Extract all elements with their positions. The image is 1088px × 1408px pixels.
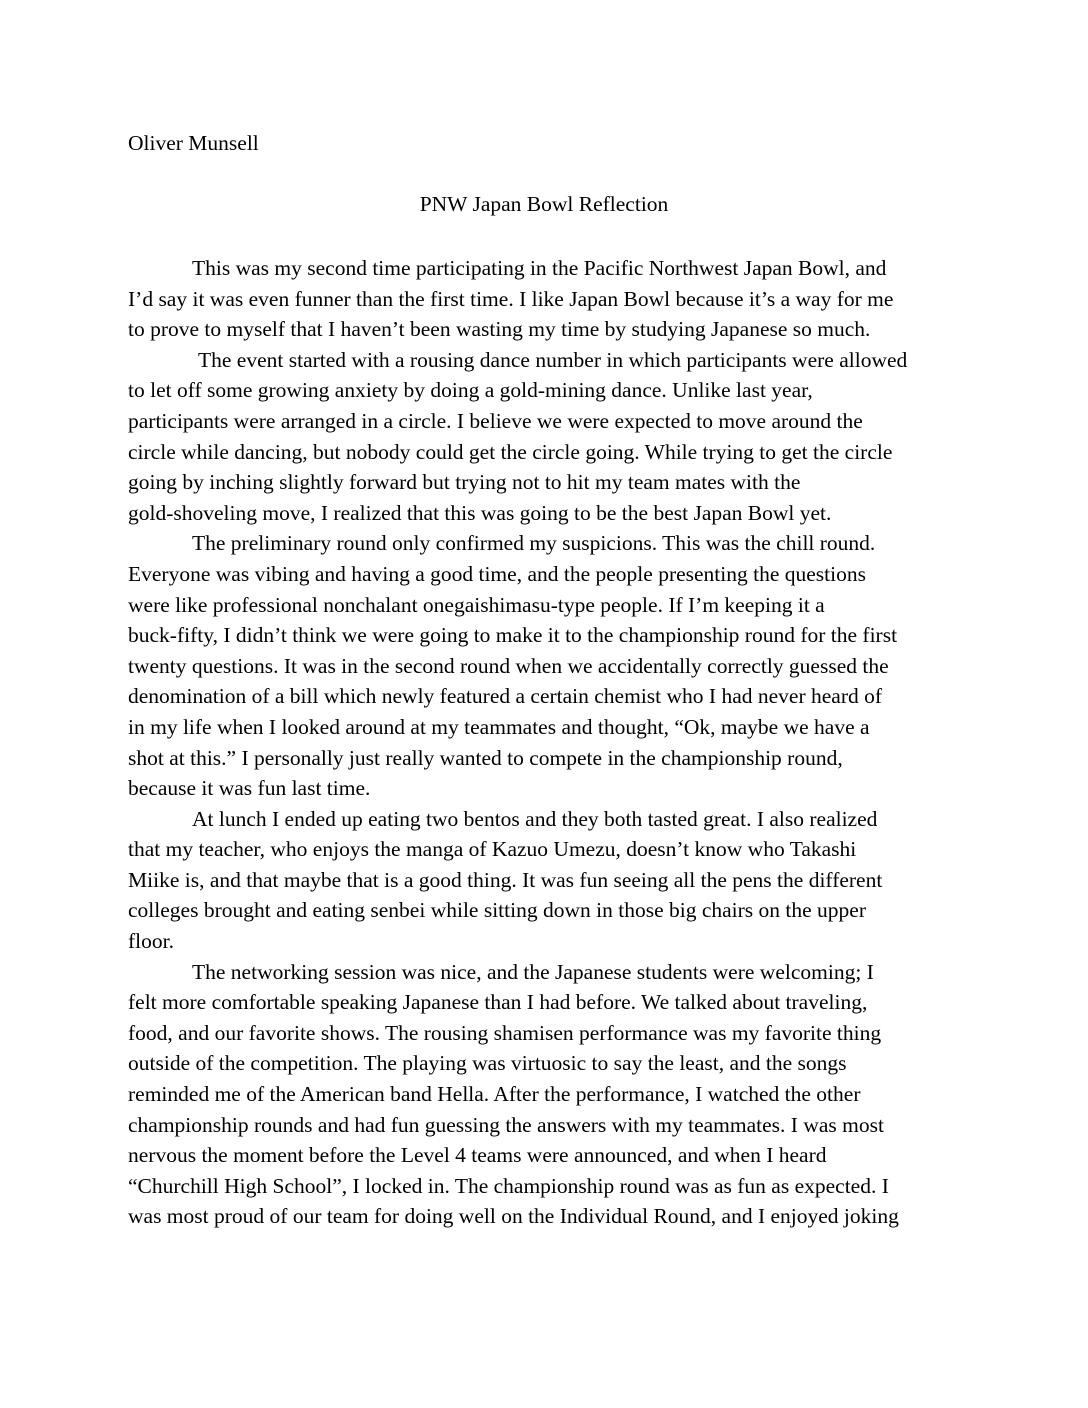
text-line: because it was fun last time. bbox=[128, 776, 371, 801]
text-line: “Churchill High School”, I locked in. The championship round was as fun as expected. I bbox=[128, 1173, 889, 1198]
text-line: reminded me of the American band Hella. After the performance, I watched the other bbox=[128, 1082, 861, 1107]
text-line: This was my second time participating in the Pacific Northwest Japan Bowl, and bbox=[192, 256, 887, 280]
text-line: gold-shoveling move, I realized that this was going to be the best Japan Bowl yet. bbox=[128, 500, 832, 525]
text-line: floor. bbox=[128, 929, 174, 954]
text-line: I’d say it was even funner than the first time. I like Japan Bowl because it’s a way for me bbox=[128, 286, 894, 311]
text-line: circle while dancing, but nobody could get the circle going. While trying to get the circle bbox=[128, 439, 893, 464]
text-line: food, and our favorite shows. The rousing shamisen performance was my favorite thing bbox=[128, 1020, 882, 1045]
text-line: colleges brought and eating senbei while sitting down in those big chairs on the upper bbox=[128, 898, 867, 923]
text-line: that my teacher, who enjoys the manga of Kazuo Umezu, doesn’t know who Takashi bbox=[128, 837, 857, 862]
text-line: twenty questions. It was in the second round when we accidentally correctly guessed the bbox=[128, 653, 889, 678]
text-line: to prove to myself that I haven’t been wasting my time by studying Japanese so much. bbox=[128, 317, 871, 342]
text-line: in my life when I looked around at my teammates and thought, “Ok, maybe we have a bbox=[128, 714, 870, 739]
text-line: The event started with a rousing dance number in which participants were allowed bbox=[198, 347, 908, 372]
document-title: PNW Japan Bowl Reflection bbox=[419, 192, 669, 216]
paragraph-5 bbox=[128, 957, 964, 1232]
text-line: nervous the moment before the Level 4 teams were announced, and when I heard bbox=[128, 1143, 827, 1168]
text-line: At lunch I ended up eating two bentos and they both tasted great. I also realized bbox=[192, 806, 878, 831]
text-line: was most proud of our team for doing well on the Individual Round, and I enjoyed joking bbox=[128, 1204, 899, 1229]
text-line: championship rounds and had fun guessing the answers with my teammates. I was most bbox=[128, 1112, 884, 1137]
document-body bbox=[128, 253, 964, 1232]
text-line: were like professional nonchalant onegaishimasu-type people. If I’m keeping it a bbox=[128, 592, 825, 617]
text-line: denomination of a bill which newly featured a certain chemist who I had never heard of bbox=[128, 684, 883, 709]
paragraph-1 bbox=[128, 253, 964, 345]
paragraph-4 bbox=[128, 804, 964, 957]
text-line: buck-fifty, I didn’t think we were going to make it to the championship round for the first bbox=[128, 623, 898, 648]
text-line: to let off some growing anxiety by doing a gold-mining dance. Unlike last year, bbox=[128, 378, 813, 403]
text-line: felt more comfortable speaking Japanese than I had before. We talked about traveling, bbox=[128, 990, 868, 1015]
text-line: Miike is, and that maybe that is a good thing. It was fun seeing all the pens the different bbox=[128, 867, 883, 892]
paragraph-2 bbox=[128, 345, 964, 529]
text-line: outside of the competition. The playing was virtuosic to say the least, and the songs bbox=[128, 1051, 847, 1076]
paragraph-3 bbox=[128, 528, 964, 803]
text-line: participants were arranged in a circle. I believe we were expected to move around the bbox=[128, 408, 863, 433]
text-line: The networking session was nice, and the Japanese students were welcoming; I bbox=[192, 959, 874, 984]
text-line: Everyone was vibing and having a good time, and the people presenting the questions bbox=[128, 561, 866, 586]
author-name: Oliver Munsell bbox=[128, 131, 259, 155]
text-line: shot at this.” I personally just really wanted to compete in the championship round, bbox=[128, 745, 843, 770]
text-line: The preliminary round only confirmed my suspicions. This was the chill round. bbox=[192, 531, 876, 556]
text-line: going by inching slightly forward but trying not to hit my team mates with the bbox=[128, 470, 801, 495]
